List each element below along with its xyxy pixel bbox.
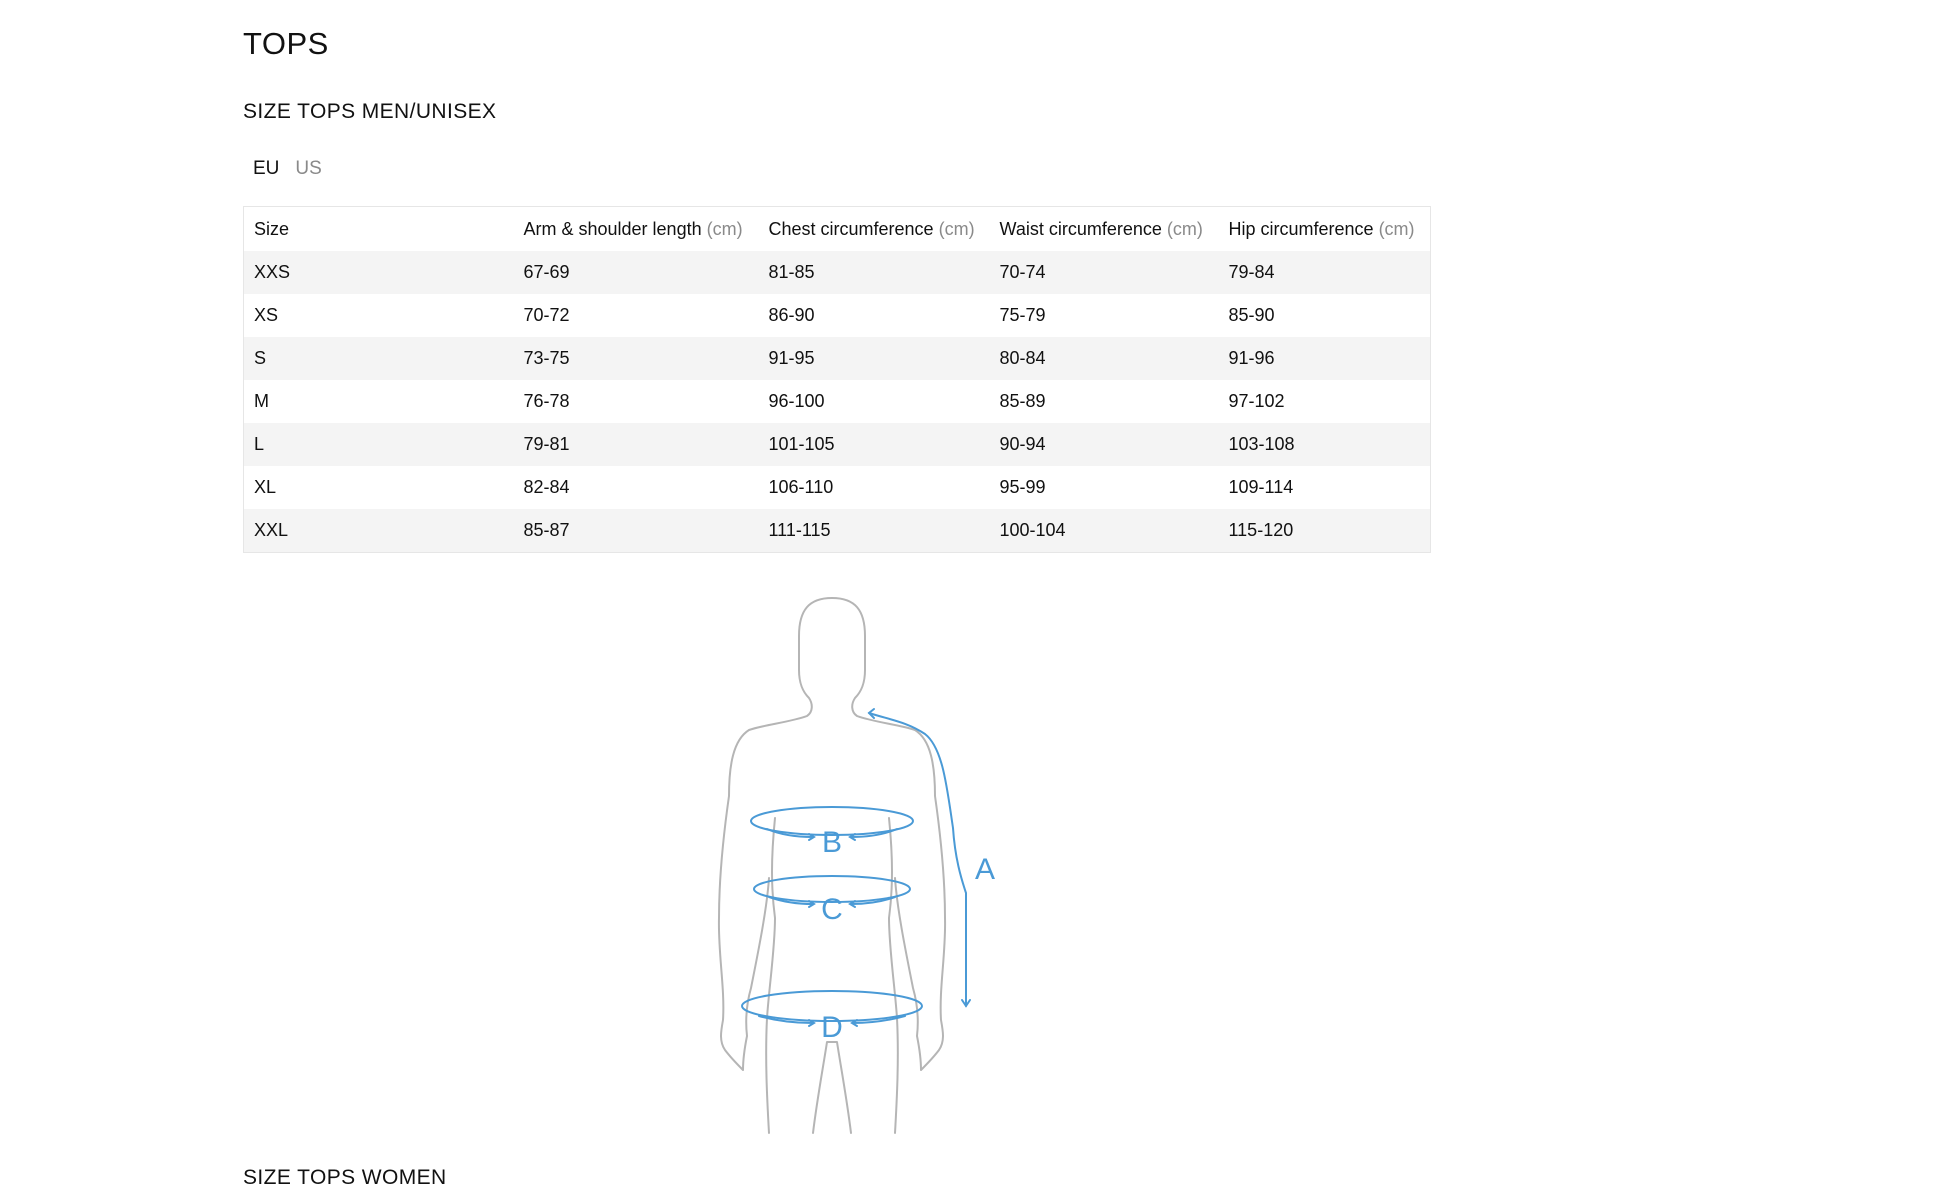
unit-toggle	[253, 158, 322, 180]
header-hip: Hip circumference (cm)	[1228, 218, 1415, 239]
cell-hip: 97-102	[1228, 391, 1285, 411]
cell-waist: 75-79	[999, 305, 1046, 325]
table-row	[244, 251, 1431, 294]
cell-chest: 96-100	[768, 391, 825, 411]
cell-hip: 115-120	[1228, 520, 1294, 540]
header-size: Size	[254, 218, 290, 239]
cell-arm-shoulder: 79-81	[523, 434, 570, 454]
cell-size: L	[254, 434, 265, 454]
cell-size: XXL	[254, 520, 289, 540]
cell-waist: 100-104	[999, 520, 1066, 540]
next-section-title: SIZE TOPS WOMEN	[243, 1166, 447, 1189]
cell-arm-shoulder: 82-84	[523, 477, 570, 497]
cell-waist: 95-99	[999, 477, 1046, 497]
cell-hip: 85-90	[1228, 305, 1275, 325]
cell-size: S	[254, 348, 267, 368]
table-body	[244, 251, 1431, 553]
cell-size: XL	[254, 477, 277, 497]
cell-waist: 90-94	[999, 434, 1046, 454]
page-title: TOPS	[243, 26, 329, 61]
cell-chest: 101-105	[768, 434, 835, 454]
cell-chest: 111-115	[768, 520, 831, 540]
label-b: B	[821, 826, 843, 859]
section-title: SIZE TOPS MEN/UNISEX	[243, 100, 497, 123]
cell-chest: 86-90	[768, 305, 815, 325]
table-row	[244, 380, 1431, 423]
arm-length-arrow	[869, 713, 966, 1006]
table-row	[244, 509, 1431, 553]
cell-size: M	[254, 391, 269, 411]
cell-waist: 80-84	[999, 348, 1046, 368]
size-table	[243, 206, 1431, 553]
cell-chest: 81-85	[768, 262, 815, 282]
label-a: A	[975, 853, 996, 886]
label-c: C	[821, 893, 843, 926]
cell-arm-shoulder: 67-69	[523, 262, 570, 282]
cell-size: XXS	[254, 262, 291, 282]
cell-arm-shoulder: 85-87	[523, 520, 570, 540]
table-header-row	[244, 207, 1431, 252]
cell-waist: 85-89	[999, 391, 1046, 411]
cell-size: XS	[254, 305, 279, 325]
cell-hip: 79-84	[1228, 262, 1275, 282]
header-waist: Waist circumference (cm)	[999, 218, 1203, 239]
cell-arm-shoulder: 70-72	[523, 305, 570, 325]
unit-option-us[interactable]: US	[295, 158, 322, 179]
body-measurement-diagram	[663, 588, 1003, 1136]
cell-waist: 70-74	[999, 262, 1046, 282]
cell-hip: 103-108	[1228, 434, 1295, 454]
cell-chest: 91-95	[768, 348, 815, 368]
table-row	[244, 466, 1431, 509]
unit-option-eu[interactable]: EU	[253, 158, 280, 179]
cell-chest: 106-110	[768, 477, 834, 497]
label-d: D	[821, 1011, 843, 1044]
cell-hip: 109-114	[1228, 477, 1294, 497]
table-row	[244, 423, 1431, 466]
header-chest: Chest circumference (cm)	[768, 218, 975, 239]
cell-arm-shoulder: 76-78	[523, 391, 570, 411]
header-arm-shoulder: Arm & shoulder length (cm)	[523, 218, 743, 239]
table-row	[244, 294, 1431, 337]
table-row	[244, 337, 1431, 380]
cell-hip: 91-96	[1228, 348, 1275, 368]
cell-arm-shoulder: 73-75	[523, 348, 570, 368]
